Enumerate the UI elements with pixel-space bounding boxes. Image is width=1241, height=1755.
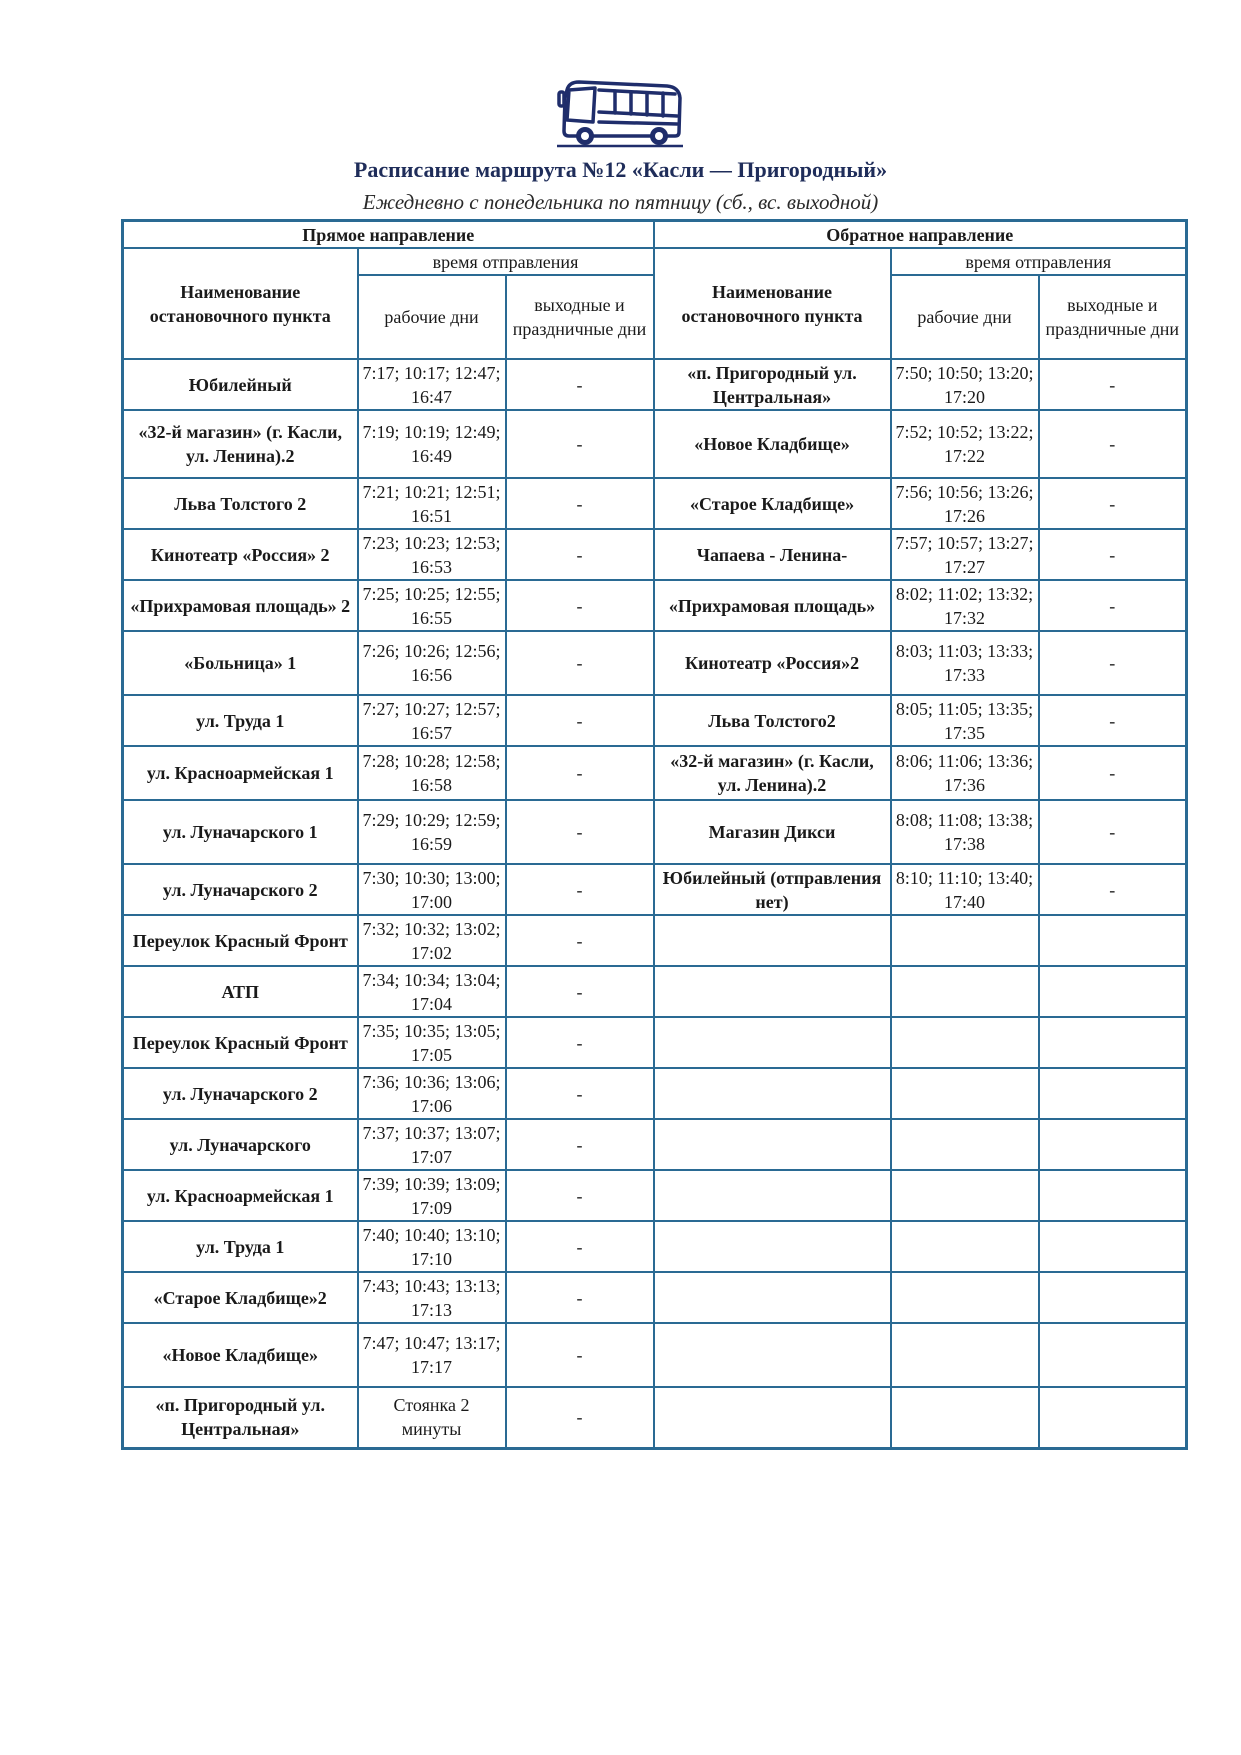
direct-workday-times: 7:36; 10:36; 13:06; 17:06 bbox=[358, 1068, 506, 1119]
reverse-weekend-times: - bbox=[1039, 631, 1187, 695]
table-row bbox=[123, 915, 1187, 966]
stop-name-heading: Наименование остановочного пункта bbox=[123, 248, 358, 359]
reverse-stop-name: Чапаева - Ленина- bbox=[654, 529, 891, 580]
reverse-stop-name: «п. Пригородный ул. Центральная» bbox=[654, 359, 891, 410]
workdays-heading: рабочие дни bbox=[358, 275, 506, 359]
reverse-workday-times bbox=[891, 1221, 1039, 1272]
reverse-weekend-times bbox=[1039, 1119, 1187, 1170]
reverse-workday-times bbox=[891, 1017, 1039, 1068]
direct-stop-name: ул. Луначарского bbox=[123, 1119, 358, 1170]
workdays-heading: рабочие дни bbox=[891, 275, 1039, 359]
reverse-stop-name bbox=[654, 1387, 891, 1448]
direct-stop-name: АТП bbox=[123, 966, 358, 1017]
direct-workday-times: 7:21; 10:21; 12:51; 16:51 bbox=[358, 478, 506, 529]
reverse-weekend-times: - bbox=[1039, 529, 1187, 580]
direct-stop-name: Юбилейный bbox=[123, 359, 358, 410]
table-row bbox=[123, 410, 1187, 478]
direct-weekend-times: - bbox=[506, 1017, 654, 1068]
reverse-weekend-times: - bbox=[1039, 864, 1187, 915]
direct-weekend-times: - bbox=[506, 1119, 654, 1170]
direct-weekend-times: - bbox=[506, 915, 654, 966]
direct-weekend-times: - bbox=[506, 410, 654, 478]
reverse-weekend-times: - bbox=[1039, 359, 1187, 410]
reverse-weekend-times bbox=[1039, 1068, 1187, 1119]
reverse-workday-times bbox=[891, 1119, 1039, 1170]
reverse-direction-heading: Обратное направление bbox=[654, 221, 1187, 249]
direct-workday-times: 7:29; 10:29; 12:59; 16:59 bbox=[358, 800, 506, 864]
table-row bbox=[123, 1323, 1187, 1387]
reverse-stop-name: Льва Толстого2 bbox=[654, 695, 891, 746]
direct-stop-name: «Новое Кладбище» bbox=[123, 1323, 358, 1387]
direct-workday-times: 7:43; 10:43; 13:13; 17:13 bbox=[358, 1272, 506, 1323]
reverse-workday-times: 7:56; 10:56; 13:26; 17:26 bbox=[891, 478, 1039, 529]
reverse-workday-times: 8:10; 11:10; 13:40; 17:40 bbox=[891, 864, 1039, 915]
departure-time-heading: время отправления bbox=[358, 248, 654, 275]
direct-workday-times: 7:27; 10:27; 12:57; 16:57 bbox=[358, 695, 506, 746]
direct-stop-name: Переулок Красный Фронт bbox=[123, 915, 358, 966]
weekends-heading: выходные и праздничные дни bbox=[1039, 275, 1187, 359]
table-row bbox=[123, 359, 1187, 410]
reverse-stop-name bbox=[654, 1323, 891, 1387]
reverse-workday-times bbox=[891, 1387, 1039, 1448]
direct-workday-times: 7:39; 10:39; 13:09; 17:09 bbox=[358, 1170, 506, 1221]
direct-stop-name: «Прихрамовая площадь» 2 bbox=[123, 580, 358, 631]
direct-workday-times: 7:35; 10:35; 13:05; 17:05 bbox=[358, 1017, 506, 1068]
reverse-weekend-times bbox=[1039, 1272, 1187, 1323]
reverse-workday-times: 7:52; 10:52; 13:22; 17:22 bbox=[891, 410, 1039, 478]
page-title: Расписание маршрута №12 «Касли — Пригородный» bbox=[353, 157, 888, 182]
direct-workday-times: 7:40; 10:40; 13:10; 17:10 bbox=[358, 1221, 506, 1272]
direct-workday-times: 7:34; 10:34; 13:04; 17:04 bbox=[358, 966, 506, 1017]
reverse-weekend-times bbox=[1039, 1323, 1187, 1387]
direct-workday-times: 7:23; 10:23; 12:53; 16:53 bbox=[358, 529, 506, 580]
reverse-workday-times bbox=[891, 915, 1039, 966]
table-row bbox=[123, 1221, 1187, 1272]
direct-weekend-times: - bbox=[506, 746, 654, 800]
table-row bbox=[123, 1387, 1187, 1448]
reverse-weekend-times: - bbox=[1039, 478, 1187, 529]
direct-weekend-times: - bbox=[506, 529, 654, 580]
table-row bbox=[123, 695, 1187, 746]
reverse-stop-name: «32-й магазин» (г. Касли, ул. Ленина).2 bbox=[654, 746, 891, 800]
reverse-workday-times bbox=[891, 1170, 1039, 1221]
direct-stop-name: ул. Труда 1 bbox=[123, 695, 358, 746]
reverse-stop-name: «Старое Кладбище» bbox=[654, 478, 891, 529]
direct-weekend-times: - bbox=[506, 478, 654, 529]
reverse-stop-name: «Прихрамовая площадь» bbox=[654, 580, 891, 631]
direct-workday-times: 7:17; 10:17; 12:47; 16:47 bbox=[358, 359, 506, 410]
table-row bbox=[123, 529, 1187, 580]
direct-stop-name: ул. Луначарского 1 bbox=[123, 800, 358, 864]
direct-stop-name: «п. Пригородный ул. Центральная» bbox=[123, 1387, 358, 1448]
table-row bbox=[123, 1272, 1187, 1323]
reverse-weekend-times bbox=[1039, 1170, 1187, 1221]
direct-workday-times: 7:32; 10:32; 13:02; 17:02 bbox=[358, 915, 506, 966]
reverse-stop-name: Юбилейный (отправления нет) bbox=[654, 864, 891, 915]
direct-stop-name: Льва Толстого 2 bbox=[123, 478, 358, 529]
reverse-workday-times: 8:08; 11:08; 13:38; 17:38 bbox=[891, 800, 1039, 864]
direct-workday-times: 7:19; 10:19; 12:49; 16:49 bbox=[358, 410, 506, 478]
direct-weekend-times: - bbox=[506, 359, 654, 410]
direct-stop-name: Кинотеатр «Россия» 2 bbox=[123, 529, 358, 580]
table-row bbox=[123, 800, 1187, 864]
reverse-weekend-times bbox=[1039, 915, 1187, 966]
reverse-workday-times bbox=[891, 1272, 1039, 1323]
direct-workday-times: 7:37; 10:37; 13:07; 17:07 bbox=[358, 1119, 506, 1170]
direct-weekend-times: - bbox=[506, 1221, 654, 1272]
direct-weekend-times: - bbox=[506, 1170, 654, 1221]
reverse-workday-times bbox=[891, 1068, 1039, 1119]
direct-stop-name: «32-й магазин» (г. Касли, ул. Ленина).2 bbox=[123, 410, 358, 478]
weekends-heading: выходные и праздничные дни bbox=[506, 275, 654, 359]
table-row bbox=[123, 1170, 1187, 1221]
direct-workday-times: 7:28; 10:28; 12:58; 16:58 bbox=[358, 746, 506, 800]
page-subtitle: Ежедневно с понедельника по пятницу (сб., вс. выходной) bbox=[362, 190, 879, 214]
direct-stop-name: ул. Луначарского 2 bbox=[123, 864, 358, 915]
table-row bbox=[123, 1017, 1187, 1068]
direct-workday-times: 7:26; 10:26; 12:56; 16:56 bbox=[358, 631, 506, 695]
reverse-weekend-times: - bbox=[1039, 746, 1187, 800]
direct-weekend-times: - bbox=[506, 1323, 654, 1387]
reverse-workday-times: 8:06; 11:06; 13:36; 17:36 bbox=[891, 746, 1039, 800]
schedule-table bbox=[121, 219, 1188, 1450]
direct-workday-times: Стоянка 2 минуты bbox=[358, 1387, 506, 1448]
reverse-workday-times bbox=[891, 966, 1039, 1017]
direct-weekend-times: - bbox=[506, 580, 654, 631]
reverse-weekend-times bbox=[1039, 1221, 1187, 1272]
direct-weekend-times: - bbox=[506, 966, 654, 1017]
direct-weekend-times: - bbox=[506, 631, 654, 695]
reverse-workday-times: 8:03; 11:03; 13:33; 17:33 bbox=[891, 631, 1039, 695]
stop-name-heading: Наименование остановочного пункта bbox=[654, 248, 891, 359]
reverse-workday-times: 7:57; 10:57; 13:27; 17:27 bbox=[891, 529, 1039, 580]
table-row bbox=[123, 580, 1187, 631]
direct-weekend-times: - bbox=[506, 800, 654, 864]
reverse-stop-name: Магазин Дикси bbox=[654, 800, 891, 864]
direct-workday-times: 7:25; 10:25; 12:55; 16:55 bbox=[358, 580, 506, 631]
direct-weekend-times: - bbox=[506, 1068, 654, 1119]
direct-weekend-times: - bbox=[506, 1387, 654, 1448]
reverse-stop-name bbox=[654, 1119, 891, 1170]
table-row bbox=[123, 746, 1187, 800]
reverse-weekend-times: - bbox=[1039, 800, 1187, 864]
departure-time-heading: время отправления bbox=[891, 248, 1187, 275]
direct-workday-times: 7:47; 10:47; 13:17; 17:17 bbox=[358, 1323, 506, 1387]
reverse-stop-name bbox=[654, 1170, 891, 1221]
direct-direction-heading: Прямое направление bbox=[123, 221, 654, 249]
table-row bbox=[123, 1068, 1187, 1119]
table-row bbox=[123, 1119, 1187, 1170]
reverse-stop-name bbox=[654, 1068, 891, 1119]
direct-stop-name: ул. Красноармейская 1 bbox=[123, 1170, 358, 1221]
direct-weekend-times: - bbox=[506, 695, 654, 746]
reverse-stop-name: «Новое Кладбище» bbox=[654, 410, 891, 478]
table-row bbox=[123, 631, 1187, 695]
reverse-stop-name: Кинотеатр «Россия»2 bbox=[654, 631, 891, 695]
direct-weekend-times: - bbox=[506, 1272, 654, 1323]
reverse-stop-name bbox=[654, 1272, 891, 1323]
reverse-weekend-times bbox=[1039, 1387, 1187, 1448]
reverse-weekend-times bbox=[1039, 966, 1187, 1017]
reverse-workday-times: 8:02; 11:02; 13:32; 17:32 bbox=[891, 580, 1039, 631]
direct-stop-name: ул. Труда 1 bbox=[123, 1221, 358, 1272]
table-row bbox=[123, 478, 1187, 529]
reverse-weekend-times bbox=[1039, 1017, 1187, 1068]
reverse-workday-times bbox=[891, 1323, 1039, 1387]
reverse-workday-times: 7:50; 10:50; 13:20; 17:20 bbox=[891, 359, 1039, 410]
reverse-weekend-times: - bbox=[1039, 695, 1187, 746]
direct-weekend-times: - bbox=[506, 864, 654, 915]
reverse-stop-name bbox=[654, 1017, 891, 1068]
direct-stop-name: Переулок Красный Фронт bbox=[123, 1017, 358, 1068]
reverse-stop-name bbox=[654, 915, 891, 966]
table-row bbox=[123, 966, 1187, 1017]
direct-workday-times: 7:30; 10:30; 13:00; 17:00 bbox=[358, 864, 506, 915]
table-row bbox=[123, 864, 1187, 915]
reverse-workday-times: 8:05; 11:05; 13:35; 17:35 bbox=[891, 695, 1039, 746]
direct-stop-name: «Старое Кладбище»2 bbox=[123, 1272, 358, 1323]
bus-icon bbox=[555, 76, 685, 150]
reverse-stop-name bbox=[654, 1221, 891, 1272]
direct-stop-name: «Больница» 1 bbox=[123, 631, 358, 695]
reverse-stop-name bbox=[654, 966, 891, 1017]
schedule-rows bbox=[123, 359, 1187, 1448]
reverse-weekend-times: - bbox=[1039, 410, 1187, 478]
reverse-weekend-times: - bbox=[1039, 580, 1187, 631]
direct-stop-name: ул. Луначарского 2 bbox=[123, 1068, 358, 1119]
direct-stop-name: ул. Красноармейская 1 bbox=[123, 746, 358, 800]
